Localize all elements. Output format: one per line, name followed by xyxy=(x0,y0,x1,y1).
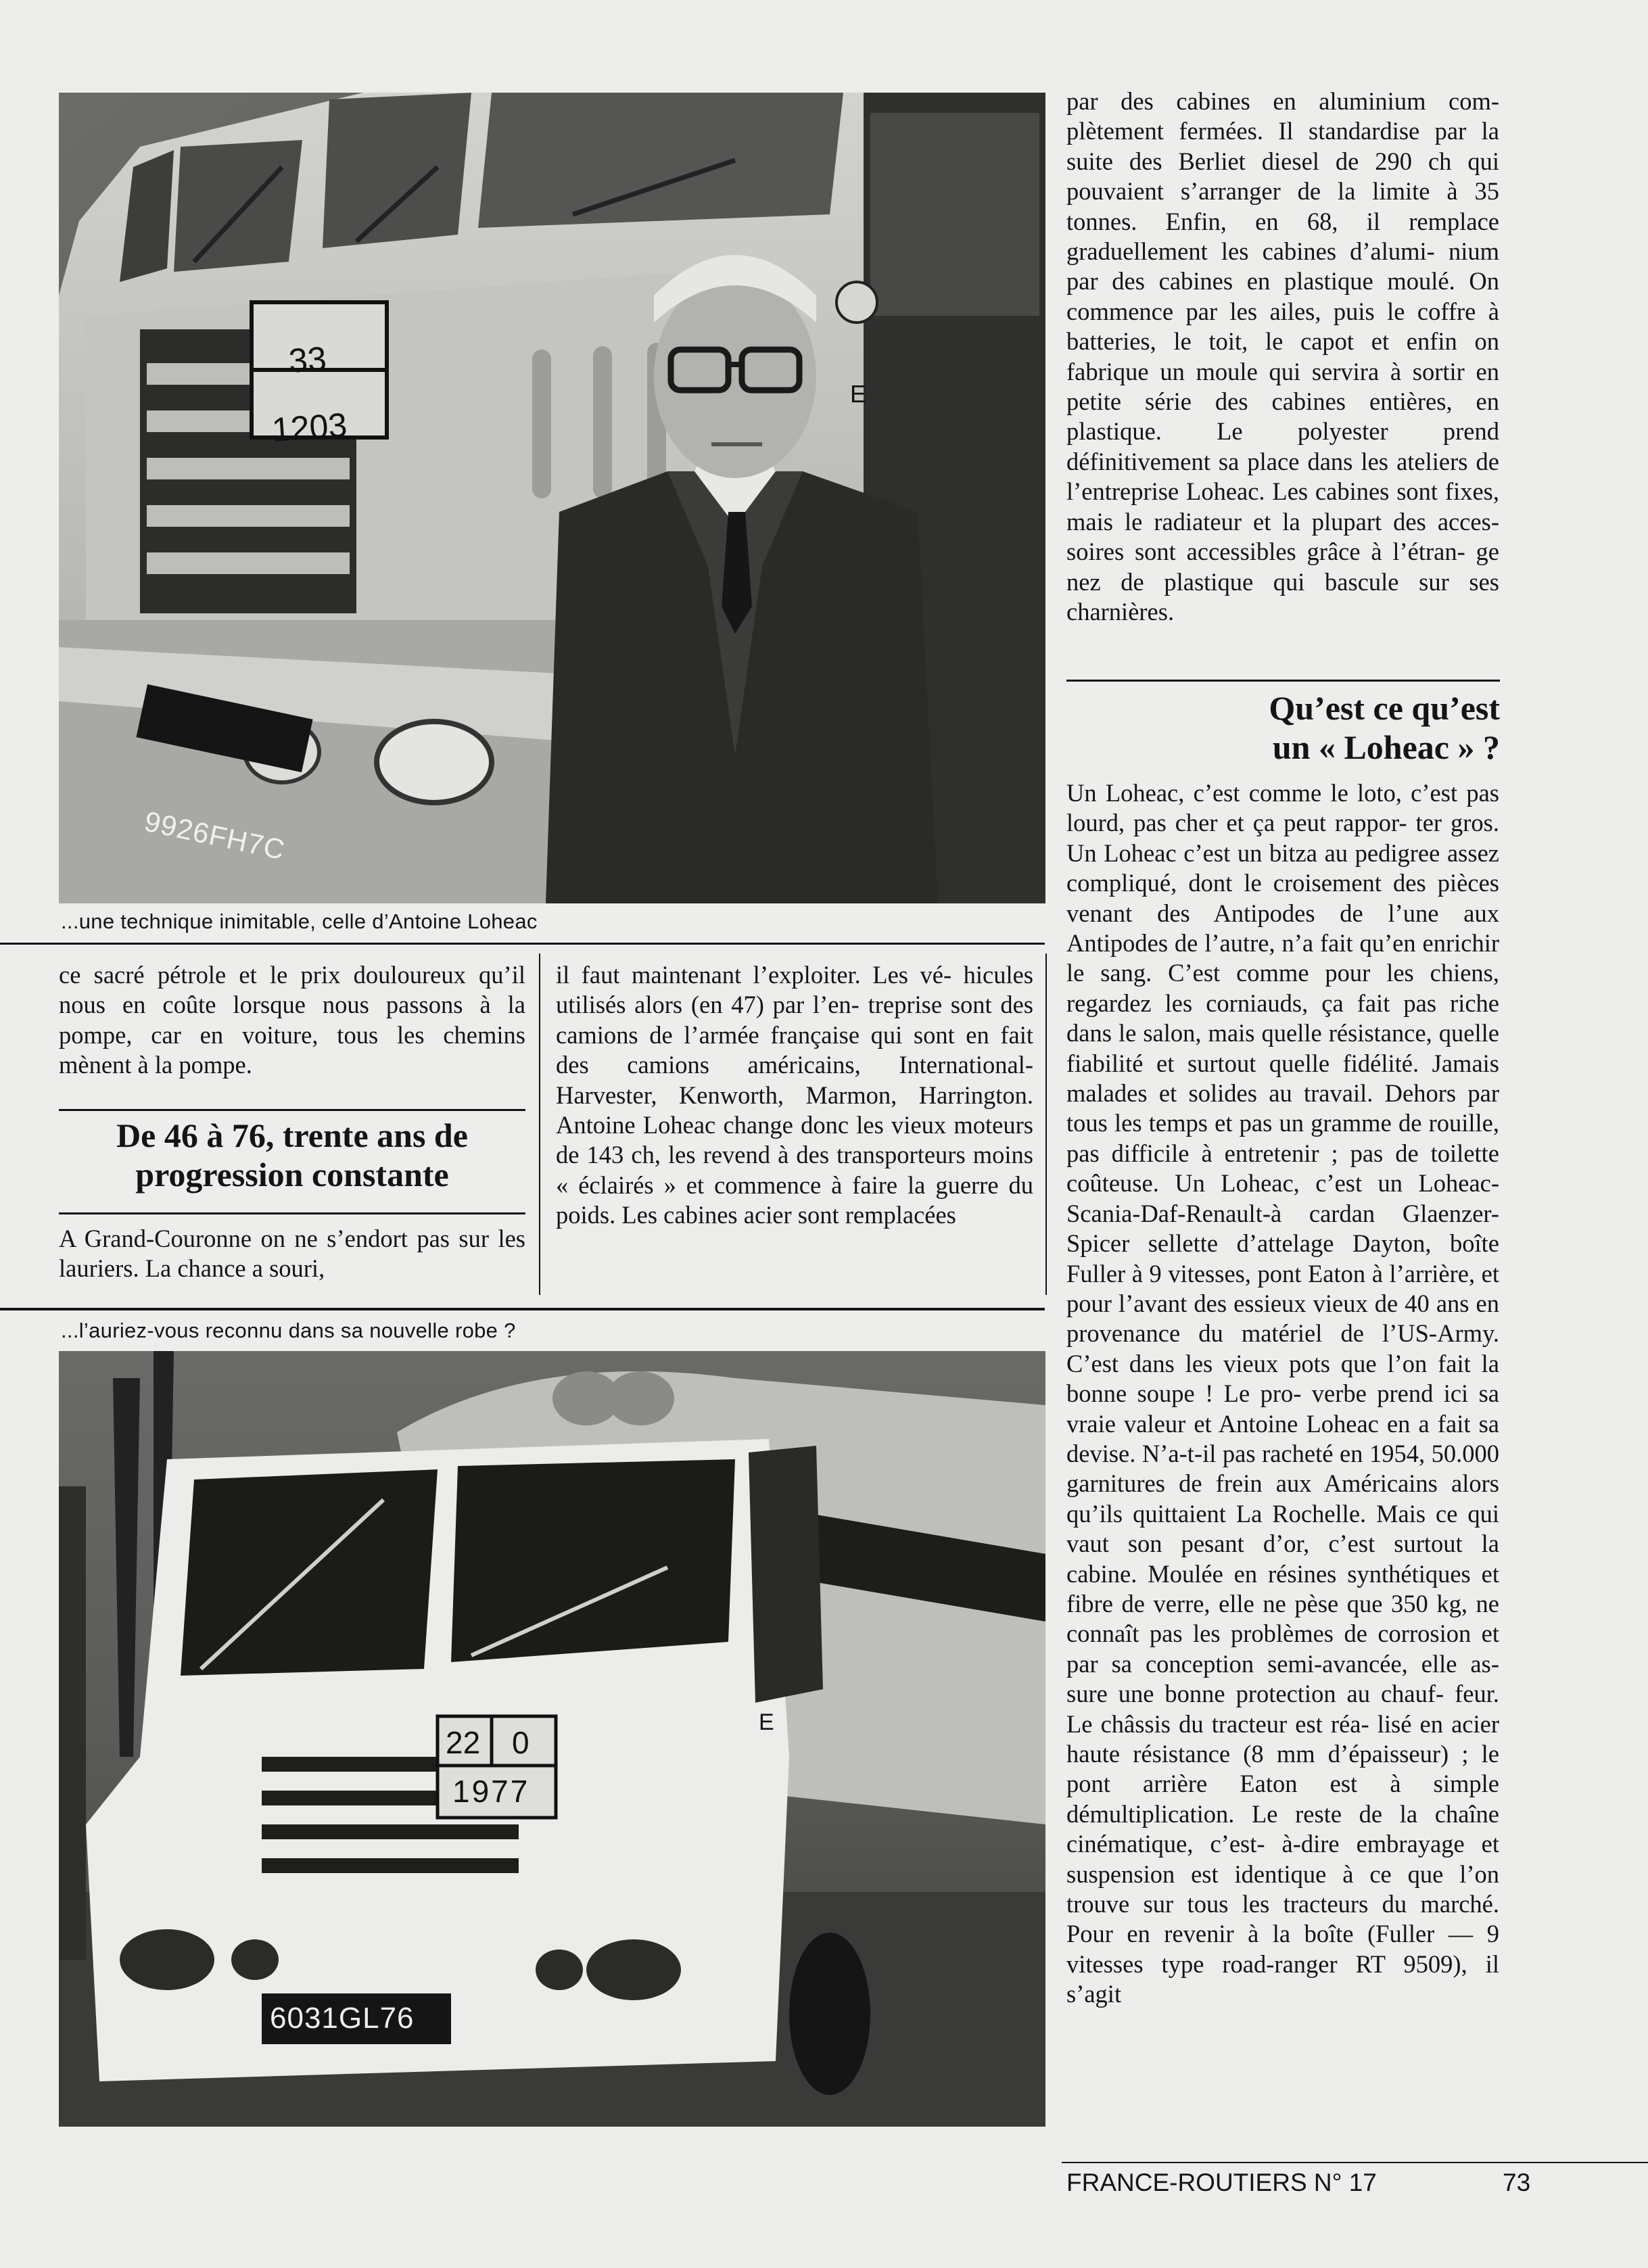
footer-rule xyxy=(1062,2162,1648,2163)
left-column-para1 xyxy=(59,960,525,1081)
column-divider-1 xyxy=(539,953,540,1295)
footer-magazine: FRANCE-ROUTIERS N° 17 xyxy=(1066,2169,1377,2196)
badge-e: E xyxy=(759,1709,774,1735)
photo-white-truck xyxy=(59,1351,1045,2127)
right-heading-rule xyxy=(1066,680,1500,682)
hazard-plate-top-left: 22 xyxy=(446,1725,481,1760)
photo1-caption: ...une technique inimitable, celle d’Antoine Loheac xyxy=(61,909,538,933)
right-heading-line2: un « Loheac » ? xyxy=(1272,728,1500,766)
left-heading-rule-top xyxy=(59,1109,525,1111)
left-para2: A Grand-Couronne on ne s’endort pas sur les lauriers. La chance a souri, xyxy=(59,1225,525,1283)
column-divider-2 xyxy=(1045,953,1047,1295)
middle-text: il faut maintenant l’exploiter. Les vé- hicules utilisés alors (en 47) par l’en- treprise sont des camions de l’armée française qui sont en fait des camions américains, International-Harvester, Kenworth, Marmon, Harrington. Antoine Loheac change donc les vieux moteurs de 143 ch, les revend à des transporteurs moins « éclairés » et commence à faire la guerre du poids. Les cabines acier sont remplacées xyxy=(556,961,1033,1229)
right-heading xyxy=(1066,688,1500,767)
hazard-plate-bottom: 1203 xyxy=(270,406,349,449)
footer-page-number: 73 xyxy=(1503,2169,1531,2196)
right-column-para2 xyxy=(1066,778,1499,2010)
bottom-band-rule xyxy=(0,1308,1045,1310)
hazard-plate-bottom: 1977 xyxy=(452,1774,530,1809)
badge-e: E xyxy=(850,380,867,408)
left-heading: De 46 à 76, trente ans de progression constante xyxy=(116,1116,468,1194)
hazard-plate-top: 33 xyxy=(287,339,328,380)
left-para1: ce sacré pétrole et le prix douloureux qu’il nous en coûte lorsque nous passons à la pompe, car en voiture, tous les chemins mènent à la pompe. xyxy=(59,961,525,1079)
hazard-plate-top-right: 0 xyxy=(512,1725,529,1760)
right-para2: Un Loheac, c’est comme le loto, c’est pas lourd, pas cher et ça peut rappor- ter gros. Un Loheac c’est un bitza au pedigree assez compliqué, dont le croisement des pièces venant des Antipodes de l’une aux Antipodes de l’autre, n’a fait qu’en enrichir le sang. C’est comme pour les chiens, regardez les corniauds, ça fait pas riche dans le salon, mais quelle résistance, quelle fiabilité et surtout quelle fidélité. Jamais malades et solides au travail. Dehors par tous les temps et pas un gramme de rouille, pas difficile à entretenir ; pas de toilette coûteuse. Un Loheac, c’est un Loheac-Scania-Daf-Renault-à cardan Glaenzer-Spicer sellette d’attelage Dayton, boîte Fuller à 9 vitesses, pont Eaton à l’arrière, et pour l’avant des essieux vieux de 40 ans en provenance du matériel de l’US-Army. C’est dans les vieux pots que l’on fait la bonne soupe ! Le pro- verbe prend ici sa vraie valeur et Antoine Loheac en a fait sa devise. N’a-t-il pas racheté en 1954, 50.000 garnitures de frein aux Américains alors qu’ils quittaient La Rochelle. Mais ce qui vaut son pesant d’or, c’est surtout la cabine. Moulée en résines synthétiques et fibre de verre, elle ne pèse que 350 kg, ne connaît pas les problèmes de corrosion et par sa conception semi-avancée, elle as- sure une bonne protection au chauf- feur. Le châssis du tracteur est réa- lisé en acier haute résistance (8 mm d’épaisseur) ; le pont arrière Eaton est à simple démultiplication. Le reste de la chaîne cinématique, c’est- à-dire embrayage et suspension est identique à ce que l’on trouve sur tous les tracteurs du marché. Pour en revenir à la boîte (Fuller — 9 vitesses type road-ranger RT 9509), il s’agit xyxy=(1066,779,1499,2008)
middle-column xyxy=(556,960,1033,1231)
top-band-rule xyxy=(0,943,1045,945)
license-plate: 6031GL76 xyxy=(270,2002,415,2035)
license-plate: 9926FH7C xyxy=(141,805,288,866)
left-column-para2 xyxy=(59,1224,525,1284)
right-para1: par des cabines en aluminium com- plètement fermées. Il standardise par la suite des Berliet diesel de 290 ch qui pouvaient s’arranger de la limite à 35 tonnes. Enfin, en 68, il remplace graduellement les cabines d’alumi- nium par des cabines en plastique moulé. On commence par les ailes, puis le coffre à batteries, le toit, le capot et enfin on fabrique un moule qui servira à sortir en petite série des cabines entières, en plastique. Le polyester prend définitivement sa place dans les ateliers de l’entreprise Loheac. Les cabines sont fixes, mais le radiateur et la plupart des acces- soires sont accessibles grâce à l’étran- ge nez de plastique qui bascule sur ses charnières. xyxy=(1066,87,1499,625)
photo-antoine-loheac xyxy=(59,93,1045,903)
right-heading-line1: Qu’est ce qu’est xyxy=(1269,689,1500,727)
photo2-caption: ...l’auriez-vous reconnu dans sa nouvelle robe ? xyxy=(61,1319,516,1342)
right-column-para1 xyxy=(1066,87,1499,627)
left-heading-rule-bottom xyxy=(59,1212,525,1214)
